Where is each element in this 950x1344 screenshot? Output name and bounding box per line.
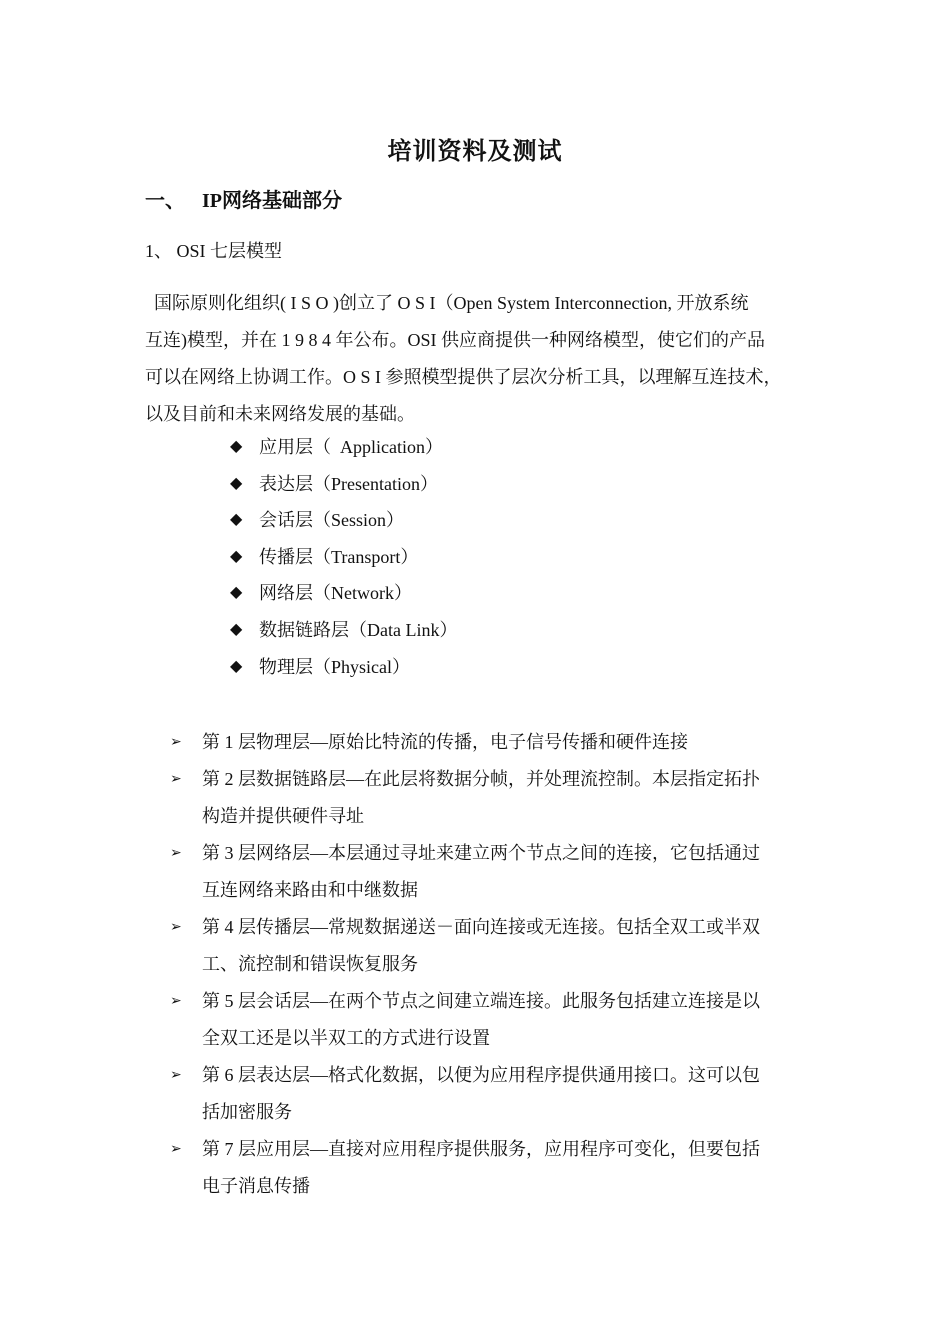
arrow-bullet-icon: ➢	[170, 735, 182, 750]
diamond-bullet-icon: ◆	[230, 438, 243, 455]
layer-label: 传播层（Transport）	[259, 546, 419, 567]
layer-list-item	[230, 578, 457, 615]
osi-layer-list	[230, 432, 457, 688]
section-title: IP网络基础部分	[202, 190, 342, 212]
arrow-bullet-icon: ➢	[170, 1068, 182, 1083]
layer-list-item	[230, 542, 457, 579]
description-list-item	[170, 1057, 820, 1131]
description-text	[202, 835, 820, 909]
description-text	[202, 724, 820, 761]
description-line: 工、流控制和错误恢复服务	[202, 954, 418, 974]
description-line: 互连网络来路由和中继数据	[202, 880, 418, 900]
layer-list-item	[230, 505, 457, 542]
arrow-bullet-icon: ➢	[170, 1142, 182, 1157]
description-line: 第 6 层表达层—格式化数据，以便为应用程序提供通用接口。这可以包	[202, 1065, 760, 1085]
description-text	[202, 1131, 820, 1205]
description-list-item	[170, 724, 820, 761]
layer-description-list	[170, 724, 820, 1205]
section-heading	[145, 186, 342, 216]
description-line: 第 5 层会话层—在两个节点之间建立端连接。此服务包括建立连接是以	[202, 991, 760, 1011]
layer-label: 应用层（ Application）	[259, 437, 443, 457]
description-text	[202, 983, 820, 1057]
description-line: 括加密服务	[202, 1102, 292, 1122]
intro-line: 国际原则化组织( I S O )创立了 O S I（Open System Interconnection, 开放系统	[145, 293, 749, 313]
layer-list-item	[230, 615, 457, 652]
description-list-item	[170, 909, 820, 983]
diamond-bullet-icon: ◆	[230, 620, 243, 638]
subsection-heading: 1、 OSI 七层模型	[145, 241, 283, 261]
arrow-bullet-icon: ➢	[170, 846, 182, 861]
section-number: 一、	[145, 190, 185, 212]
description-list-item	[170, 1131, 820, 1205]
description-text	[202, 761, 820, 835]
description-line: 第 2 层数据链路层—在此层将数据分帧，并处理流控制。本层指定拓扑	[202, 769, 760, 789]
layer-label: 物理层（Physical）	[259, 656, 410, 677]
arrow-bullet-icon: ➢	[170, 994, 182, 1009]
layer-label: 表达层（Presentation）	[259, 473, 438, 494]
description-list-item	[170, 761, 820, 835]
diamond-bullet-icon: ◆	[230, 547, 243, 565]
description-line: 第 7 层应用层—直接对应用程序提供服务，应用程序可变化，但要包括	[202, 1139, 760, 1159]
description-line: 全双工还是以半双工的方式进行设置	[202, 1028, 490, 1048]
intro-line: 互连)模型，并在 1 9 8 4 年公布。OSI 供应商提供一种网络模型，使它们的产品	[145, 330, 765, 350]
layer-label: 网络层（Network）	[259, 583, 412, 604]
intro-line: 可以在网络上协调工作。O S I 参照模型提供了层次分析工具，以理解互连技术，	[145, 367, 782, 387]
intro-paragraph	[145, 285, 820, 433]
diamond-bullet-icon: ◆	[230, 511, 243, 529]
description-line: 第 4 层传播层—常规数据递送－面向连接或无连接。包括全双工或半双	[202, 917, 760, 937]
diamond-bullet-icon: ◆	[230, 657, 243, 675]
description-line: 第 1 层物理层—原始比特流的传播，电子信号传播和硬件连接	[202, 732, 688, 752]
layer-label: 数据链路层（Data Link）	[259, 619, 458, 640]
description-text	[202, 909, 820, 983]
diamond-bullet-icon: ◆	[230, 584, 243, 602]
diamond-bullet-icon: ◆	[230, 474, 243, 492]
description-line: 电子消息传播	[202, 1176, 310, 1196]
intro-line: 以及目前和未来网络发展的基础。	[145, 404, 415, 424]
layer-label: 会话层（Session）	[259, 510, 405, 531]
page-title: 培训资料及测试	[387, 139, 563, 165]
description-line: 第 3 层网络层—本层通过寻址来建立两个节点之间的连接，它包括通过	[202, 843, 760, 863]
description-text	[202, 1057, 820, 1131]
description-list-item	[170, 983, 820, 1057]
description-line: 构造并提供硬件寻址	[202, 806, 364, 826]
layer-list-item	[230, 652, 457, 689]
description-list-item	[170, 835, 820, 909]
arrow-bullet-icon: ➢	[170, 772, 182, 787]
layer-list-item	[230, 469, 457, 506]
arrow-bullet-icon: ➢	[170, 920, 182, 935]
layer-list-item	[230, 432, 457, 469]
